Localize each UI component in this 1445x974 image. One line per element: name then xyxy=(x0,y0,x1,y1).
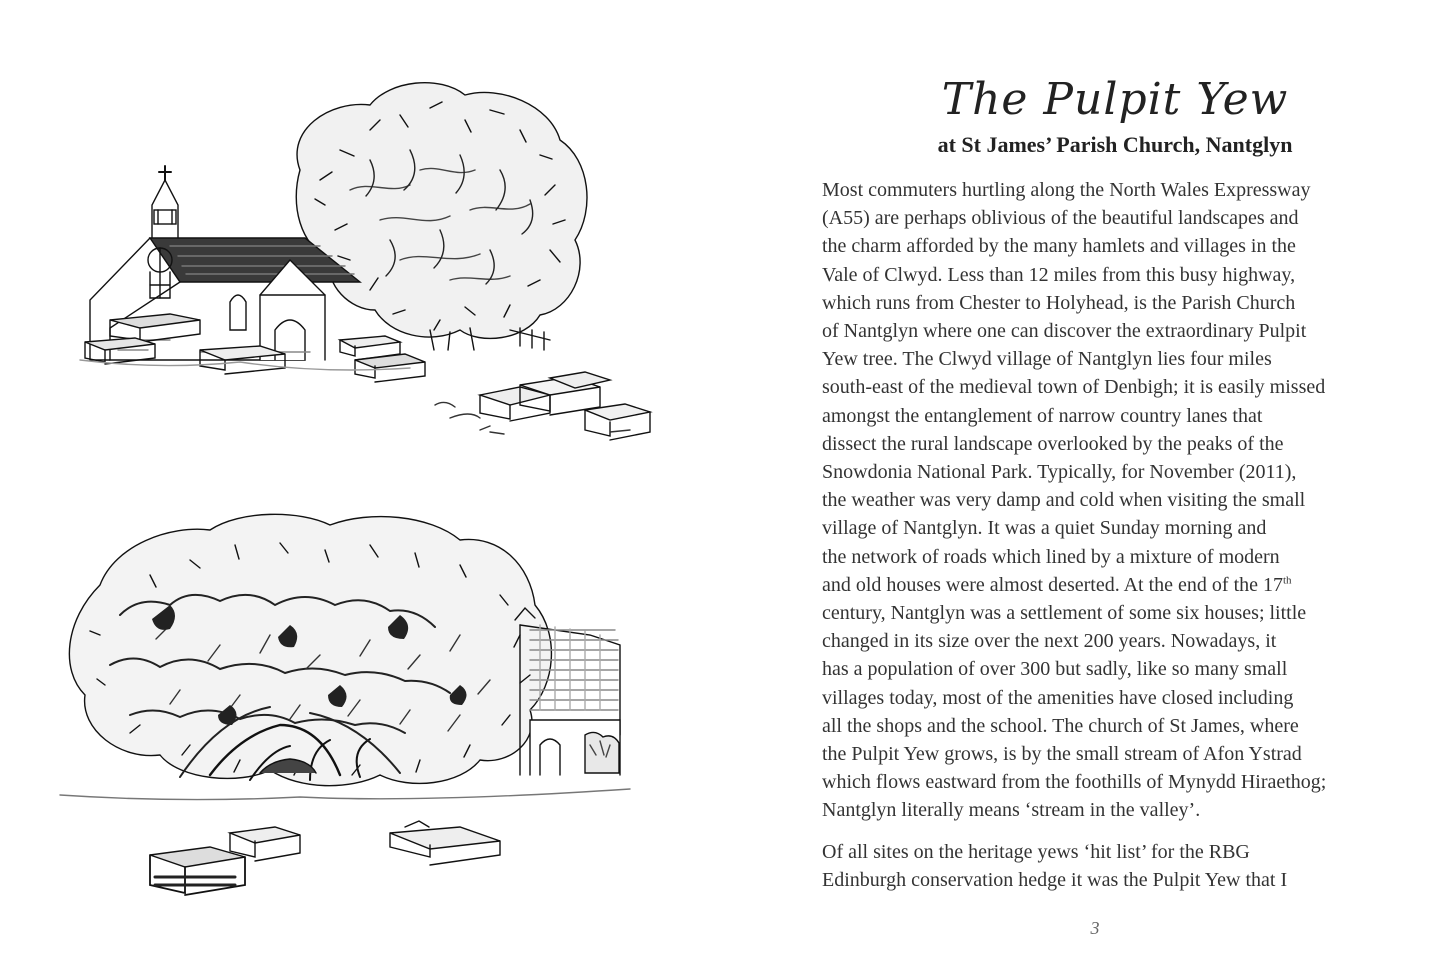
text-line: amongst the entanglement of narrow country lanes that xyxy=(822,404,1263,427)
text-line: Vale of Clwyd. Less than 12 miles from this busy highway, xyxy=(822,263,1296,286)
superscript-th: th xyxy=(1283,574,1292,587)
text-line: (A55) are perhaps oblivious of the beautiful landscapes and xyxy=(822,207,1299,230)
text-line-main: and old houses were almost deserted. At the end of the 17 xyxy=(822,573,1283,596)
page-subtitle: at St James’ Parish Church, Nantglyn xyxy=(937,132,1293,157)
text-line-with-superscript xyxy=(822,571,1382,599)
text-line: of Nantglyn where one can discover the extraordinary Pulpit xyxy=(822,320,1307,343)
text-line: villages today, most of the amenities have closed including xyxy=(822,686,1294,709)
text-line: changed in its size over the next 200 years. Nowadays, it xyxy=(822,630,1277,653)
text-line: Edinburgh conservation hedge it was the Pulpit Yew that I xyxy=(822,868,1288,891)
text-line: dissect the rural landscape overlooked by the peaks of the xyxy=(822,432,1284,455)
text-line: century, Nantglyn was a settlement of some six houses; little xyxy=(822,602,1307,625)
text-line: Nantglyn literally means ‘stream in the valley’. xyxy=(822,799,1201,822)
text-line: Snowdonia National Park. Typically, for November (2011), xyxy=(822,461,1297,484)
text-line: the Pulpit Yew grows, is by the small stream of Afon Ystrad xyxy=(822,743,1302,766)
page-number: 3 xyxy=(1090,918,1100,938)
text-line: the charm afforded by the many hamlets and villages in the xyxy=(822,235,1296,258)
text-line: the weather was very damp and cold when visiting the small xyxy=(822,489,1306,512)
text-line: has a population of over 300 but sadly, like so many small xyxy=(822,658,1288,681)
right-page xyxy=(720,0,1445,974)
paragraph-gap xyxy=(822,825,1382,838)
text-line: which runs from Chester to Holyhead, is the Parish Church xyxy=(822,291,1296,314)
body-text xyxy=(822,176,1382,894)
text-line: all the shops and the school. The church of St James, where xyxy=(822,714,1299,737)
left-page xyxy=(0,0,720,974)
large-yew-illustration xyxy=(60,505,650,915)
text-line: south-east of the medieval town of Denbigh; it is easily missed xyxy=(822,376,1326,399)
church-and-yew-illustration xyxy=(70,60,650,450)
text-line: which flows eastward from the foothills of Mynydd Hiraethog; xyxy=(822,771,1327,794)
page-title: The Pulpit Yew xyxy=(941,74,1289,125)
text-line: Yew tree. The Clwyd village of Nantglyn lies four miles xyxy=(822,348,1272,371)
text-line: the network of roads which lined by a mixture of modern xyxy=(822,545,1280,568)
text-line: Of all sites on the heritage yews ‘hit list’ for the RBG xyxy=(822,840,1250,863)
text-line: Most commuters hurtling along the North Wales Expressway xyxy=(822,179,1311,201)
text-line: village of Nantglyn. It was a quiet Sunday morning and xyxy=(822,517,1267,540)
